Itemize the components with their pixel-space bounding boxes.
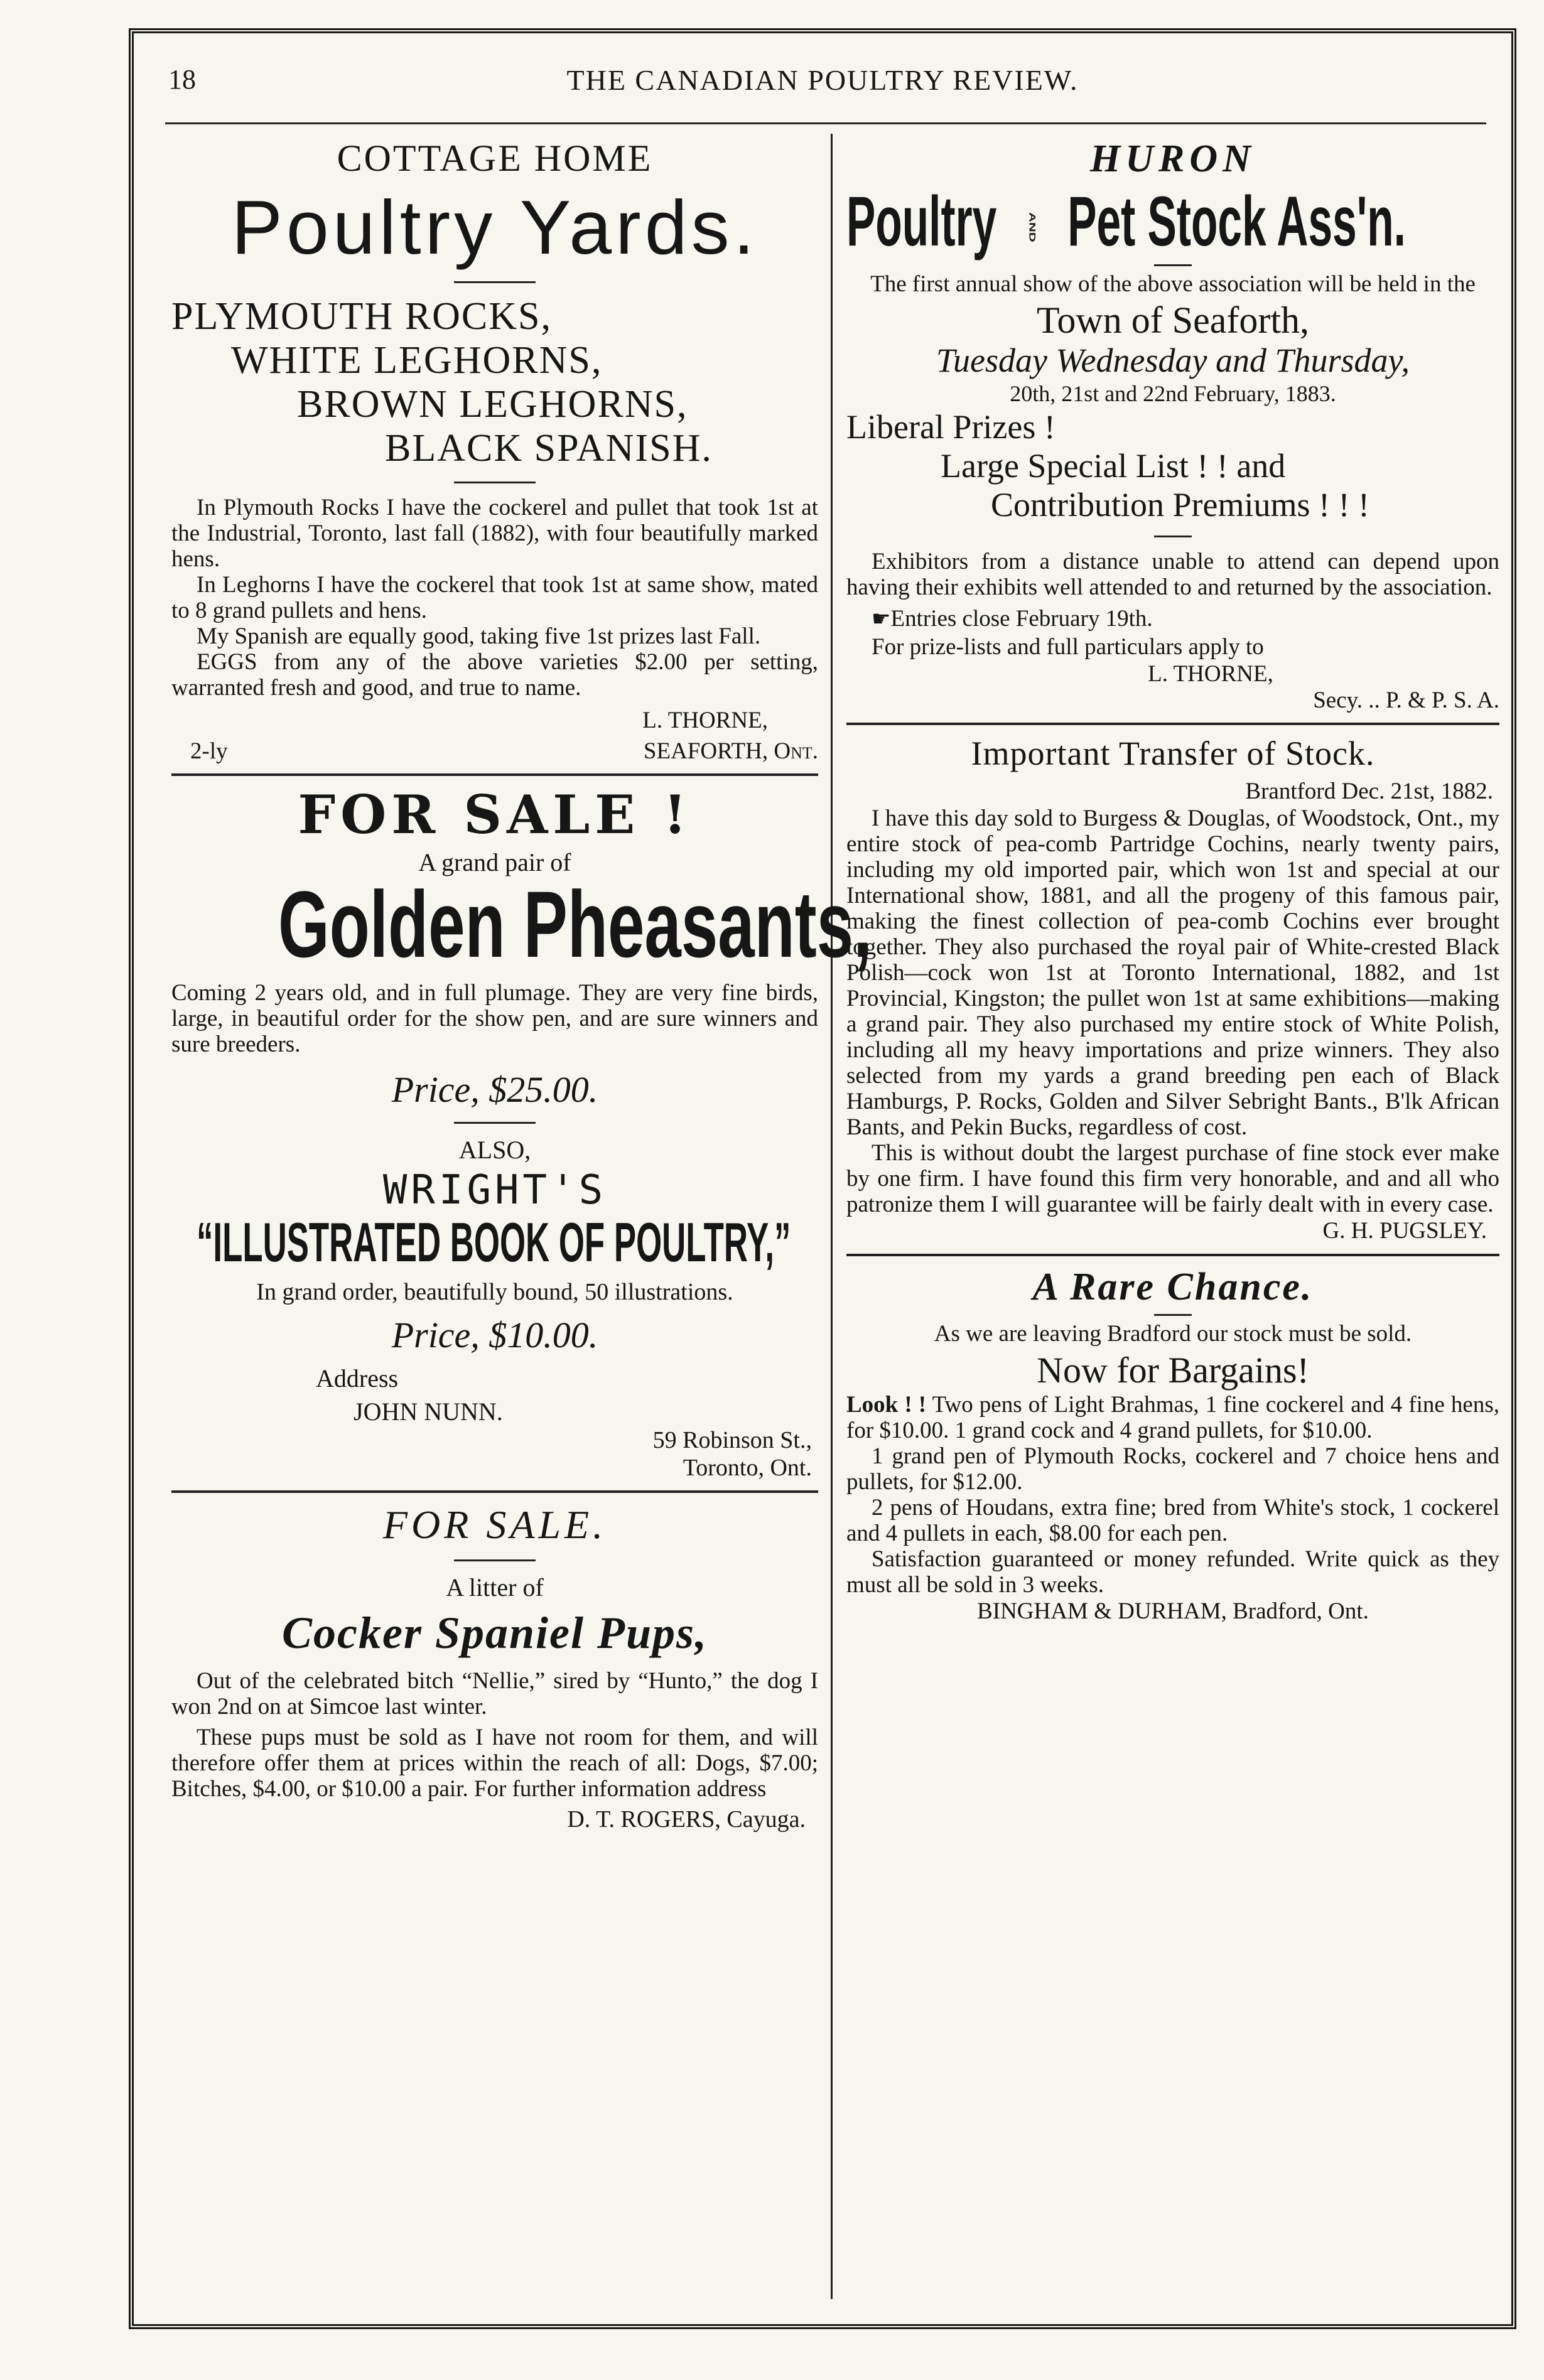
divider (1154, 536, 1192, 537)
bargains-heading: Now for Bargains! (1037, 1350, 1309, 1391)
stock-transfer-notice (846, 734, 1499, 1245)
page-number: 18 (168, 64, 196, 95)
title-left: Poultry (846, 182, 997, 261)
signature: D. T. ROGERS, Cayuga. (567, 1806, 806, 1833)
ad-code: 2-ly (190, 738, 228, 764)
intro: The first annual show of the above association will be held in the (870, 271, 1476, 297)
page-header (134, 33, 1511, 96)
ad-heading: FOR SALE. (382, 1502, 607, 1547)
divider (1154, 264, 1192, 266)
ad-heading: COTTAGE HOME (337, 137, 653, 179)
address-label: Address (316, 1364, 399, 1392)
section-rule (171, 1490, 818, 1493)
section-rule (171, 773, 818, 776)
show-days: Tuesday Wednesday and Thursday, (936, 342, 1410, 379)
divider (1154, 1314, 1192, 1316)
breed-list (171, 294, 818, 470)
ad-title: Golden Pheasants, (278, 871, 872, 977)
street-address: 59 Robinson St., (652, 1427, 812, 1453)
ad-body: Coming 2 years old, and in full plumage. They are very fine birds, large, in beautiful order for the show pen, and are sure winners and sure breeders. (171, 980, 818, 1057)
and-label: AND (1027, 212, 1037, 242)
look-text: Two pens of Light Brahmas, 1 fine cockerel and 4 fine hens, for $10.00. 1 grand cock and 4 grand pullets, for $10.00. (846, 1392, 1499, 1443)
paragraph: I have this day sold to Burgess & Douglas, of Woodstock, Ont., my entire stock of pea-comb Partridge Cochins, nearly twenty pairs, including my old imported pair, which won 1st and special at our International show, 1881, and all the progeny of this famous pair, making the finest collection of pea-comb Cochins ever brought together. They also purchased the royal pair of White-crested Black Polish—cock won 1st at Toronto International, 1882, and 1st Provincial, Kingston; the pullet won 1st at same exhibitions—making a grand pair. They also purchased my entire stock of White Polish, including all my heavy importations and prize winners. They also selected from my yards a grand breeding pen each of Black Hamburgs, P. Rocks, Golden and Silver Sebright Bants., B'lk African Bants, and Pekin Bucks, regardless of cost. (846, 805, 1499, 1140)
prize-lists-note: For prize-lists and full particulars apply to (872, 634, 1264, 660)
exhibitors-note: Exhibitors from a distance unable to attend can depend upon having their exhibits well attended to and returned by the association. (846, 549, 1499, 600)
book-author: WRIGHT'S (382, 1167, 607, 1214)
dateline: Brantford Dec. 21st, 1882. (1245, 778, 1493, 804)
paragraph: In Plymouth Rocks I have the cockerel and pullet that took 1st at the Industrial, Toronto, last fall (1882), with four beautifully marked hens. (171, 495, 818, 572)
special-list: Large Special List ! ! and (941, 447, 1286, 485)
section-rule (846, 723, 1499, 725)
divider (454, 482, 536, 483)
publication-title: THE CANADIAN POULTRY REVIEW. (566, 64, 1079, 96)
also-label: ALSO, (458, 1136, 531, 1164)
ad-title-row (846, 184, 1499, 259)
paragraph: Satisfaction guaranteed or money refunded. Write quick as they must all be sold in 3 weeks. (846, 1546, 1499, 1598)
premiums: Contribution Premiums ! ! ! (991, 486, 1369, 524)
ad-heading: A Rare Chance. (1032, 1266, 1314, 1308)
breed-item: PLYMOUTH ROCKS, (171, 295, 552, 338)
signature: L. THORNE, (642, 708, 768, 733)
notice-body (846, 805, 1499, 1217)
paragraph: These pups must be sold as I have not room for them, and will therefore offer them at prices within the reach of all: Dogs, $7.00; Bitches, $4.00, or $10.00 a pair. For further information address (171, 1725, 818, 1802)
liberal-prizes: Liberal Prizes ! (846, 408, 1055, 446)
book-title-wrap (171, 1211, 818, 1273)
paragraph: 2 pens of Houdans, extra fine; bred from White's stock, 1 cockerel and 4 pullets in each, $8.00 for each pen. (846, 1495, 1499, 1546)
paragraph: EGGS from any of the above varieties $2.00 per setting, warranted fresh and good, and true to name. (171, 649, 818, 701)
ad-subheading: A grand pair of (418, 848, 571, 876)
signature: BINGHAM & DURHAM, Bradford, Ont. (977, 1598, 1369, 1624)
divider (454, 1559, 536, 1561)
title-right: Pet Stock Ass'n. (1067, 182, 1406, 261)
ad-title-wrap (171, 871, 872, 977)
rare-chance-ad (846, 1265, 1499, 1625)
look-label: Look ! ! (846, 1392, 927, 1418)
notice-heading: Important Transfer of Stock. (971, 735, 1375, 772)
entries-line (846, 605, 1499, 633)
left-column (171, 137, 872, 1833)
ad-title (846, 184, 1406, 259)
paragraph: This is without doubt the largest purchase of fine stock ever make by one firm. I have found this firm very honorable, and and all who patronize them I will guarantee will be fairly dealt with in every case. (846, 1140, 1499, 1217)
ad-heading: FOR SALE ! (298, 783, 692, 846)
ad-title: Cocker Spaniel Pups, (281, 1608, 708, 1658)
paragraph: My Spanish are equally good, taking five 1st prizes last Fall. (197, 623, 761, 649)
location: SEAFORTH, Ont. (643, 738, 818, 764)
secretary: Secy. .. P. & P. S. A. (1313, 687, 1499, 713)
signoff-row (171, 738, 818, 765)
paragraph: 1 grand pen of Plymouth Rocks, cockerel and 7 choice hens and pullets, for $12.00. (846, 1443, 1499, 1495)
breed-item: BROWN LEGHORNS, (297, 383, 688, 426)
ad-heading: HURON (1090, 137, 1256, 180)
ad-subheading: A litter of (446, 1573, 544, 1602)
breed-item: WHITE LEGHORNS, (231, 339, 603, 382)
paragraph (846, 1392, 1499, 1443)
entries-text: Entries close February 19th. (890, 606, 1153, 632)
town: Town of Seaforth, (1036, 299, 1310, 341)
column-divider (831, 134, 833, 2299)
breed-item: BLACK SPANISH. (385, 427, 713, 470)
ad-body (846, 1392, 1499, 1598)
advertiser-name: JOHN NUNN. (354, 1397, 503, 1426)
cottage-home-ad (171, 137, 818, 765)
price: Price, $25.00. (391, 1069, 598, 1110)
intro: As we are leaving Bradford our stock must be sold. (934, 1321, 1412, 1347)
book-price: Price, $10.00. (391, 1315, 598, 1355)
ad-body (171, 495, 818, 701)
section-rule (846, 1254, 1499, 1256)
golden-pheasants-ad (171, 783, 872, 1482)
city: Toronto, Ont. (683, 1455, 812, 1481)
ad-body (171, 1668, 818, 1802)
divider (454, 281, 536, 283)
show-dates: 20th, 21st and 22nd February, 1883. (1010, 381, 1336, 406)
pointing-hand-icon: ☛ (872, 608, 891, 631)
ad-title: Poultry Yards. (231, 185, 759, 270)
paragraph: In Leghorns I have the cockerel that took 1st at same show, mated to 8 grand pullets and hens. (171, 572, 818, 623)
book-title: “ILLUSTRATED BOOK OF POULTRY,” (197, 1211, 791, 1273)
paragraph: Out of the celebrated bitch “Nellie,” sired by “Hunto,” the dog I won 2nd on at Simcoe last winter. (171, 1668, 818, 1720)
right-column (846, 137, 1499, 1625)
book-description: In grand order, beautifully bound, 50 illustrations. (256, 1279, 733, 1305)
huron-association-ad (846, 137, 1499, 714)
newspaper-page (129, 28, 1516, 2329)
signature: G. H. PUGSLEY. (1322, 1218, 1487, 1244)
signature: L. THORNE, (1148, 661, 1273, 687)
header-rule (165, 122, 1486, 124)
divider (454, 1122, 536, 1124)
spaniel-pups-ad (171, 1502, 818, 1833)
